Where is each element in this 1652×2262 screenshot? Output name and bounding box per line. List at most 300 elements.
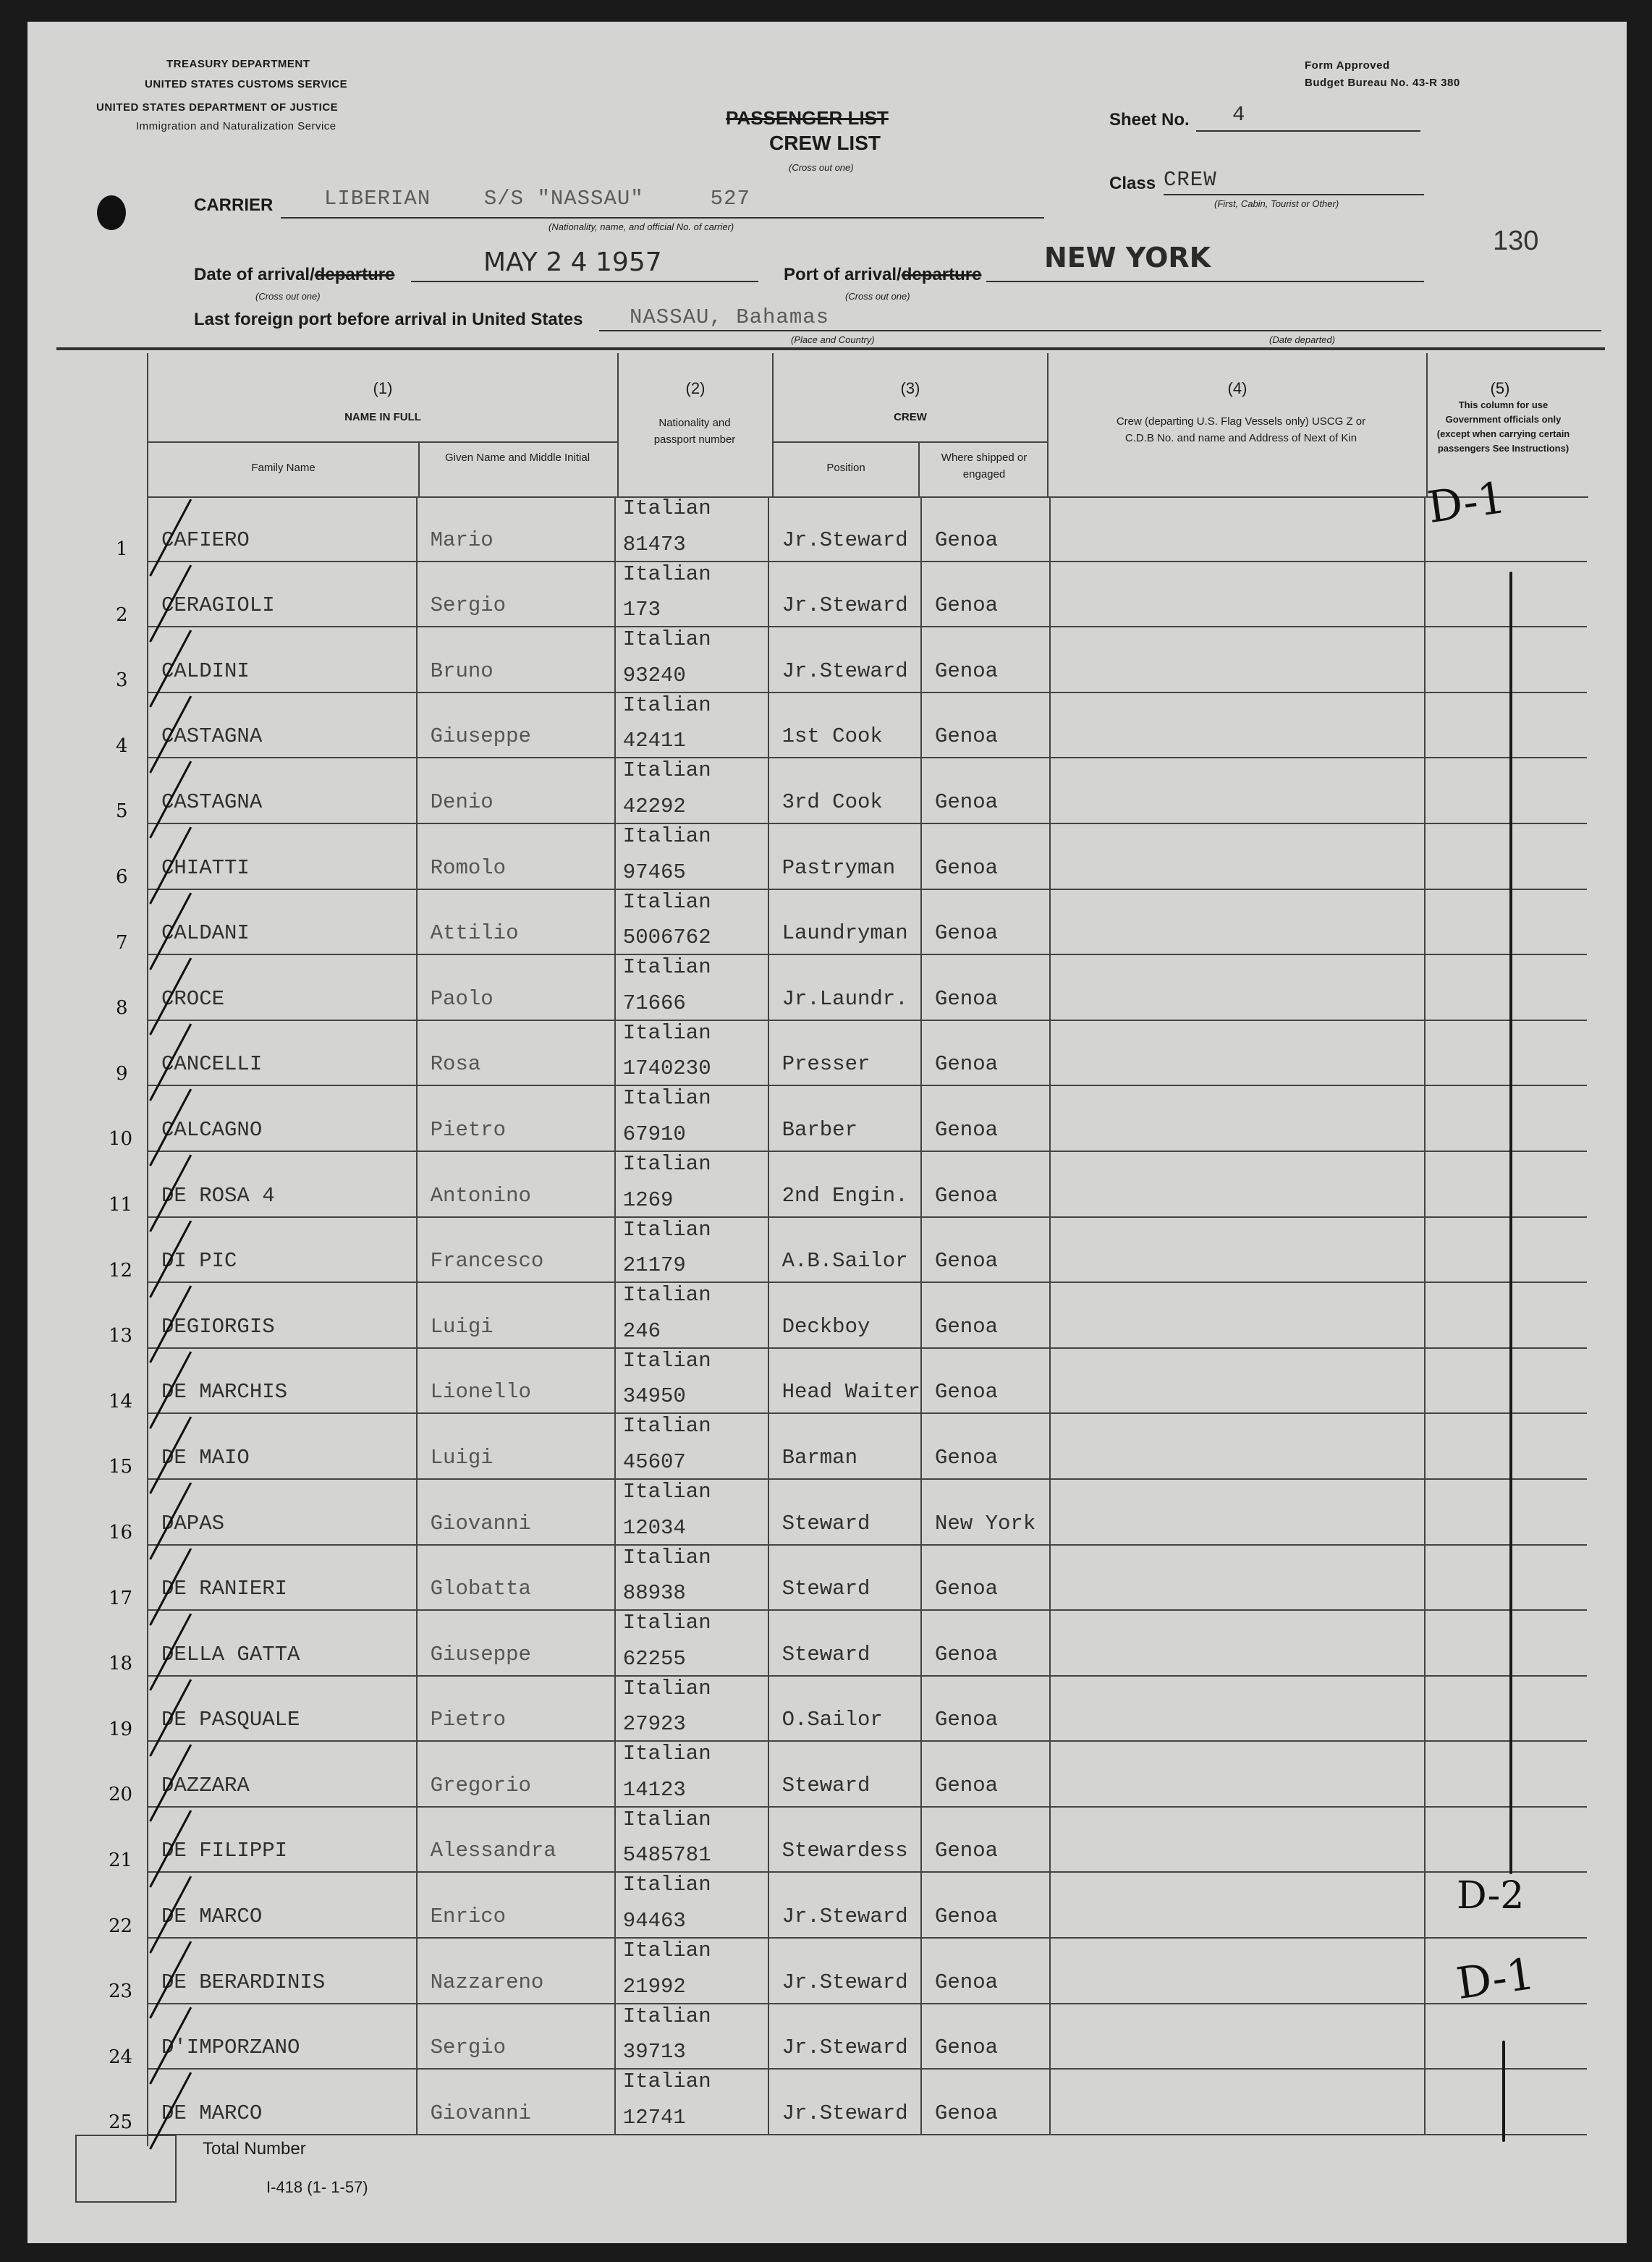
nationality-text: Italian (622, 1086, 711, 1111)
official-use-cell (1425, 2004, 1587, 2070)
where-shipped-cell (921, 1545, 1050, 1611)
pos-text: Deckboy (781, 1314, 871, 1339)
passport-number-text: 39713 (622, 2040, 686, 2064)
where-shipped-cell (921, 692, 1050, 758)
where-shipped-cell (921, 1413, 1050, 1479)
port-value: NEW YORK (1044, 242, 1211, 274)
next-of-kin-cell (1050, 2004, 1426, 2070)
table-row (148, 562, 1587, 627)
given-name-cell (417, 954, 615, 1020)
arrival-underline (411, 281, 758, 282)
given-name-cell (417, 627, 615, 692)
where-shipped-cell (921, 1479, 1050, 1545)
family-text: DE BERARDINIS (161, 1970, 326, 1994)
table-row (148, 1872, 1587, 1938)
position-cell (768, 1085, 921, 1151)
given-text: Enrico (430, 1905, 507, 1929)
family-text: DAPAS (161, 1511, 225, 1535)
number-stamp: 130 (1493, 226, 1539, 256)
nationality-cell (615, 1020, 768, 1086)
position-cell (768, 1479, 921, 1545)
nationality-text: Italian (622, 1939, 711, 1963)
where-shipped-cell (921, 1282, 1050, 1348)
pos-text: 3rd Cook (781, 789, 883, 814)
col2-title: Nationality and passport number (653, 417, 736, 446)
given-name-cell (417, 1348, 615, 1414)
arrival-date-stamp: MAY 2 4 1957 (483, 247, 662, 277)
position-cell (768, 2004, 921, 2070)
given-text: Antonino (430, 1183, 531, 1208)
nationality-text: Italian (622, 692, 711, 717)
table-row (148, 954, 1587, 1020)
pos-text: Pastryman (781, 855, 896, 880)
where-text: Genoa (935, 1445, 999, 1470)
family-text: DAZZARA (161, 1773, 250, 1797)
given-text: Lionello (430, 1380, 531, 1405)
official-use-cell (1425, 562, 1587, 627)
pos-text: Laundryman (781, 921, 908, 946)
carrier-label: CARRIER (194, 195, 274, 215)
nationality-cell (615, 1938, 768, 2004)
where-text: Genoa (935, 1905, 999, 1929)
row-number: 18 (109, 1653, 133, 1675)
position-cell (768, 692, 921, 758)
position-cell (768, 1610, 921, 1676)
where-text: Genoa (935, 1773, 999, 1797)
given-name-cell (417, 1610, 615, 1676)
family-text: CALDANI (161, 921, 250, 946)
row-number: 17 (109, 1587, 133, 1609)
position-cell (768, 1545, 921, 1611)
table-row (148, 1741, 1587, 1807)
nationality-cell (615, 954, 768, 1020)
next-of-kin-cell (1050, 1872, 1426, 1938)
family-text: CASTAGNA (161, 724, 263, 749)
next-of-kin-cell (1050, 1348, 1426, 1414)
where-shipped-cell (921, 496, 1050, 562)
next-of-kin-cell (1050, 823, 1426, 889)
table-row (148, 1348, 1587, 1414)
row-number: 9 (116, 1062, 128, 1085)
punch-hole (97, 195, 126, 230)
next-of-kin-cell (1050, 1938, 1426, 2004)
given-text: Gregorio (430, 1773, 531, 1797)
table-row (148, 1217, 1587, 1283)
nationality-text: Italian (622, 2070, 711, 2094)
next-of-kin-cell (1050, 954, 1426, 1020)
pos-text: Stewardess (781, 1839, 908, 1863)
arrival-label (194, 265, 394, 285)
row-number: 6 (116, 866, 128, 888)
official-use-cell (1425, 1348, 1587, 1414)
next-of-kin-cell (1050, 758, 1426, 823)
form-number: I-418 (1- 1-57) (266, 2178, 368, 2196)
pos-text: Steward (781, 1773, 871, 1797)
family-text: DE PASQUALE (161, 1708, 300, 1732)
date-departed-underline (1037, 330, 1601, 331)
where-shipped-cell (921, 1020, 1050, 1086)
passport-number-text: 62255 (622, 1646, 686, 1671)
nationality-text: Italian (622, 496, 711, 520)
where-text: Genoa (935, 1380, 999, 1405)
passport-number-text: 93240 (622, 663, 686, 687)
passport-number-text: 12034 (622, 1515, 686, 1540)
family-text: DI PIC (161, 1249, 237, 1274)
family-text: DE FILIPPI (161, 1839, 288, 1863)
col4-number: (4) (1227, 379, 1248, 397)
position-cell (768, 1741, 921, 1807)
nationality-cell (615, 562, 768, 627)
family-text: DE MAIO (161, 1445, 250, 1470)
where-shipped-cell (921, 1085, 1050, 1151)
given-text: Giovanni (430, 2101, 531, 2125)
next-of-kin-cell (1050, 1151, 1426, 1217)
pos-text: Barber (781, 1117, 857, 1142)
family-text: DE RANIERI (161, 1577, 288, 1601)
passport-number-text: 94463 (622, 1909, 686, 1933)
nationality-text: Italian (622, 2004, 711, 2028)
where-text: Genoa (935, 1249, 999, 1274)
official-use-cell (1425, 1217, 1587, 1283)
nationality-cell (615, 1217, 768, 1283)
pos-text: Jr.Steward (781, 2036, 908, 2060)
given-name-cell (417, 1545, 615, 1611)
table-row (148, 1938, 1587, 2004)
where-shipped-cell (921, 627, 1050, 692)
pos-text: A.B.Sailor (781, 1249, 908, 1274)
row-number: 8 (116, 997, 128, 1020)
position-cell (768, 1217, 921, 1283)
passport-number-text: 1269 (622, 1187, 674, 1212)
nationality-text: Italian (622, 1020, 711, 1045)
next-of-kin-cell (1050, 496, 1426, 562)
nationality-text: Italian (622, 1348, 711, 1373)
nationality-cell (615, 1282, 768, 1348)
form-approved: Form Approved (1305, 59, 1390, 72)
passport-number-text: 81473 (622, 532, 686, 556)
given-text: Luigi (430, 1314, 494, 1339)
position-cell (768, 627, 921, 692)
next-of-kin-cell (1050, 1676, 1426, 1742)
passport-number-text: 12741 (622, 2105, 686, 2130)
row-number: 5 (116, 800, 128, 823)
given-name-cell (417, 1151, 615, 1217)
nationality-text: Italian (622, 758, 711, 783)
row-number: 14 (109, 1390, 133, 1412)
table-row (148, 1545, 1587, 1611)
last-port-value: NASSAU, Bahamas (630, 305, 830, 329)
position-cell (768, 1807, 921, 1873)
where-text: Genoa (935, 593, 999, 618)
where-shipped-cell (921, 1872, 1050, 1938)
col1-subdivider (148, 441, 617, 443)
title-crew-list: CREW LIST (769, 132, 881, 154)
given-name-cell (417, 889, 615, 955)
official-use-cell (1425, 758, 1587, 823)
family-text: D'IMPORZANO (161, 2036, 300, 2060)
table-row (148, 2004, 1587, 2070)
next-of-kin-cell (1050, 1085, 1426, 1151)
family-text: CALDINI (161, 658, 250, 683)
where-shipped-cell (921, 889, 1050, 955)
position-cell (768, 562, 921, 627)
where-shipped-cell (921, 823, 1050, 889)
carrier-value: LIBERIAN S/S "NASSAU" 527 (324, 187, 750, 211)
row-number: 19 (109, 1718, 133, 1740)
row-number: 1 (116, 538, 128, 560)
pos-text: Steward (781, 1511, 871, 1535)
given-text: Sergio (430, 2036, 507, 2060)
col3-subdivider (774, 441, 1047, 443)
next-of-kin-cell (1050, 1545, 1426, 1611)
given-name-cell (417, 1938, 615, 2004)
where-text: Genoa (935, 724, 999, 749)
family-text: CANCELLI (161, 1052, 263, 1077)
row-number: 21 (109, 1850, 133, 1871)
table-row (148, 1807, 1587, 1873)
port-label-text: Port of arrival/ (784, 265, 902, 284)
table-row (148, 1020, 1587, 1086)
given-name-cell (417, 1807, 615, 1873)
given-name-cell (417, 1085, 615, 1151)
annotation-d1-low: D-1 (1453, 1948, 1538, 2010)
pos-text: Jr.Laundr. (781, 986, 908, 1011)
row-number: 3 (116, 669, 128, 692)
column-headers (147, 353, 1588, 498)
col3-title: CREW (894, 411, 927, 423)
table-row (148, 627, 1587, 692)
col1-given-heading: Given Name and Middle Initial (444, 452, 590, 464)
family-text: CROCE (161, 986, 225, 1011)
col5-number: (5) (1490, 379, 1510, 397)
col5-line (1426, 353, 1428, 496)
where-text: Genoa (935, 1183, 999, 1208)
pos-text: O.Sailor (781, 1708, 883, 1732)
given-text: Francesco (430, 1249, 544, 1274)
row-number: 23 (109, 1981, 133, 2003)
where-text: Genoa (935, 658, 999, 683)
nationality-cell (615, 1610, 768, 1676)
table-row (148, 1676, 1587, 1742)
col4-title: Crew (departing U.S. Flag Vessels only) USCG Z or C.D.B No. and name and Address of Next of Kin (1116, 415, 1366, 444)
next-of-kin-cell (1050, 889, 1426, 955)
passport-number-text: 21179 (622, 1253, 686, 1278)
sheet-underline (1196, 130, 1420, 132)
row-number: 13 (109, 1325, 133, 1347)
table-row (148, 1085, 1587, 1151)
row-number: 12 (109, 1259, 133, 1282)
family-text: DE MARCO (161, 2101, 263, 2125)
position-cell (768, 1151, 921, 1217)
nationality-text: Italian (622, 1611, 711, 1635)
nationality-cell (615, 1151, 768, 1217)
given-name-cell (417, 692, 615, 758)
passport-number-text: 88938 (622, 1581, 686, 1606)
nationality-text: Italian (622, 1151, 711, 1176)
nationality-cell (615, 758, 768, 823)
col3-inner-line (918, 441, 920, 496)
table-row (148, 496, 1587, 562)
row-number: 15 (109, 1456, 133, 1478)
budget-bureau: Budget Bureau No. 43-R 380 (1305, 77, 1460, 89)
col4-line (1047, 353, 1049, 496)
where-text: Genoa (935, 789, 999, 814)
nationality-text: Italian (622, 1742, 711, 1766)
nationality-cell (615, 1741, 768, 1807)
last-port-hint: (Place and Country) (791, 334, 875, 345)
where-text: Genoa (935, 1314, 999, 1339)
table-row (148, 2069, 1587, 2135)
official-use-cell (1425, 1807, 1587, 1873)
row-number: 16 (109, 1522, 133, 1543)
title-passenger-list-struck: PASSENGER LIST (726, 107, 889, 129)
col3-number: (3) (900, 379, 920, 397)
where-shipped-cell (921, 1807, 1050, 1873)
next-of-kin-cell (1050, 1217, 1426, 1283)
given-text: Globatta (430, 1577, 531, 1601)
nationality-text: Italian (622, 1479, 711, 1504)
where-text: Genoa (935, 528, 999, 552)
agency-line-1: TREASURY DEPARTMENT (166, 58, 310, 70)
position-cell (768, 889, 921, 955)
col1-title: NAME IN FULL (344, 411, 421, 423)
position-cell (768, 1872, 921, 1938)
pos-text: Jr.Steward (781, 1905, 908, 1929)
given-name-cell (417, 823, 615, 889)
position-cell (768, 954, 921, 1020)
official-use-cell (1425, 1545, 1587, 1611)
pos-text: Jr.Steward (781, 593, 908, 618)
given-text: Mario (430, 528, 494, 552)
col2-line (617, 353, 619, 496)
given-text: Denio (430, 789, 494, 814)
nationality-text: Italian (622, 1414, 711, 1439)
passport-number-text: 45607 (622, 1449, 686, 1474)
next-of-kin-cell (1050, 692, 1426, 758)
where-shipped-cell (921, 1151, 1050, 1217)
port-hint: (Cross out one) (845, 291, 910, 302)
passport-number-text: 42411 (622, 729, 686, 753)
position-cell (768, 1020, 921, 1086)
where-text: Genoa (935, 1642, 999, 1666)
passport-number-text: 173 (622, 598, 661, 622)
given-name-cell (417, 1479, 615, 1545)
nationality-text: Italian (622, 823, 711, 848)
crew-list-page (27, 22, 1627, 2243)
next-of-kin-cell (1050, 1282, 1426, 1348)
family-text: DELLA GATTA (161, 1642, 300, 1666)
given-name-cell (417, 1282, 615, 1348)
official-use-cell (1425, 1085, 1587, 1151)
official-use-cell (1425, 823, 1587, 889)
nationality-text: Italian (622, 955, 711, 980)
given-text: Rosa (430, 1052, 481, 1077)
where-shipped-cell (921, 1610, 1050, 1676)
official-use-cell (1425, 1151, 1587, 1217)
nationality-cell (615, 2069, 768, 2135)
nationality-cell (615, 823, 768, 889)
where-text: Genoa (935, 2036, 999, 2060)
pos-text: Steward (781, 1642, 871, 1666)
where-shipped-cell (921, 1938, 1050, 2004)
crew-table (147, 496, 1587, 2135)
official-use-cell (1425, 1676, 1587, 1742)
nationality-text: Italian (622, 1873, 711, 1897)
family-text: DE ROSA 4 (161, 1183, 275, 1208)
next-of-kin-cell (1050, 1807, 1426, 1873)
given-name-cell (417, 1020, 615, 1086)
official-use-cell (1425, 1610, 1587, 1676)
annotation-d2: D-2 (1457, 1874, 1525, 1918)
nationality-text: Italian (622, 562, 711, 586)
last-port-label: Last foreign port before arrival in United States (194, 310, 583, 329)
position-cell (768, 1413, 921, 1479)
given-text: Romolo (430, 855, 507, 880)
position-cell (768, 1938, 921, 2004)
where-text: Genoa (935, 1839, 999, 1863)
where-text: Genoa (935, 921, 999, 946)
given-name-cell (417, 496, 615, 562)
pos-text: Head Waiter (781, 1380, 920, 1405)
table-row (148, 692, 1587, 758)
position-cell (768, 496, 921, 562)
passport-number-text: 27923 (622, 1712, 686, 1737)
nationality-text: Italian (622, 1545, 711, 1570)
agency-line-3: UNITED STATES DEPARTMENT OF JUSTICE (96, 101, 339, 114)
where-shipped-cell (921, 1676, 1050, 1742)
row-number-margin (147, 496, 148, 2146)
col1-family-heading: Family Name (251, 462, 315, 474)
arrival-hint: (Cross out one) (255, 291, 321, 302)
next-of-kin-cell (1050, 1610, 1426, 1676)
nationality-text: Italian (622, 1807, 711, 1831)
carrier-underline (281, 217, 1044, 219)
official-use-cell (1425, 692, 1587, 758)
next-of-kin-cell (1050, 1413, 1426, 1479)
sheet-label: Sheet No. (1109, 110, 1190, 130)
family-text: DE MARCO (161, 1905, 263, 1929)
where-text: New York (935, 1511, 1036, 1535)
passport-number-text: 246 (622, 1318, 661, 1343)
official-use-cell (1425, 2069, 1587, 2135)
official-use-cell (1425, 627, 1587, 692)
given-text: Nazzareno (430, 1970, 544, 1994)
given-text: Pietro (430, 1708, 507, 1732)
sheet-value: 4 (1232, 103, 1246, 127)
official-use-cell (1425, 1282, 1587, 1348)
passport-number-text: 42292 (622, 794, 686, 818)
family-text: DE MARCHIS (161, 1380, 288, 1405)
position-cell (768, 1282, 921, 1348)
col1-number: (1) (373, 379, 393, 397)
where-shipped-cell (921, 1348, 1050, 1414)
family-text: DEGIORGIS (161, 1314, 275, 1339)
arrival-struck: departure (314, 265, 395, 284)
passport-number-text: 34950 (622, 1384, 686, 1409)
nationality-cell (615, 2004, 768, 2070)
passport-number-text: 5485781 (622, 1843, 711, 1868)
given-text: Luigi (430, 1445, 494, 1470)
nationality-text: Italian (622, 1217, 711, 1242)
official-use-cell (1425, 1741, 1587, 1807)
given-name-cell (417, 562, 615, 627)
table-row (148, 1151, 1587, 1217)
date-departed-hint: (Date departed) (1269, 334, 1336, 345)
given-text: Bruno (430, 658, 494, 683)
passport-number-text: 67910 (622, 1122, 686, 1146)
annotation-bracket-line (1509, 572, 1512, 1874)
position-cell (768, 1348, 921, 1414)
